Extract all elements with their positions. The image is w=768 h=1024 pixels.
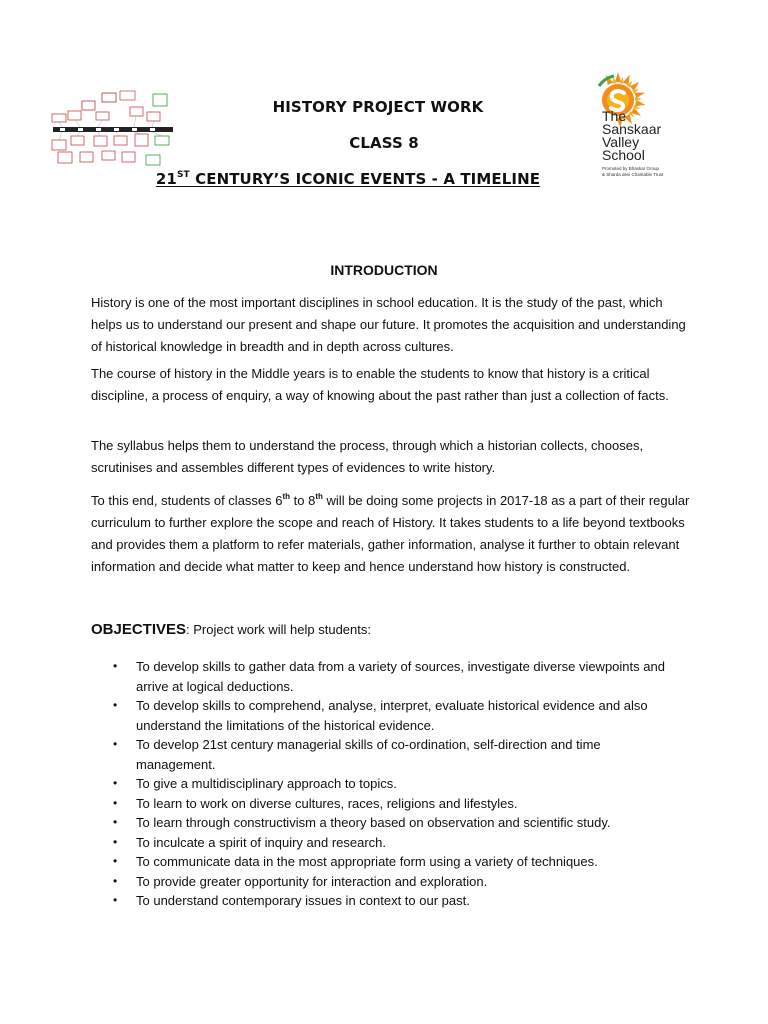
- document-title: HISTORY PROJECT WORK: [272, 98, 484, 116]
- list-item-text: To develop 21st century managerial skills of co-ordination, self-direction and time management.: [136, 737, 601, 772]
- list-item-text: To understand contemporary issues in context to our past.: [136, 893, 470, 908]
- bullet-icon: •: [113, 698, 118, 712]
- bullet-icon: •: [113, 834, 118, 849]
- list-item: [110, 891, 670, 911]
- bullet-icon: •: [113, 737, 118, 751]
- objectives-list: [110, 657, 670, 911]
- list-item-text: To learn through constructivism a theory based on observation and scientific study.: [136, 815, 611, 830]
- intro-paragraph-1: History is one of the most important disciplines in school education. It is the study of the past, which helps us to understand our present and shape our future. It promotes the acquisition and understanding of historical knowledge in breadth and in depth across cultures.: [91, 295, 686, 354]
- intro-paragraph-3: The syllabus helps them to understand the process, through which a historian collects, chooses, scrutinises and assembles different types of evidences to write history.: [91, 438, 644, 475]
- list-item-text: To inculcate a spirit of inquiry and research.: [136, 834, 387, 850]
- superscript: th: [315, 492, 323, 501]
- list-item: [110, 657, 670, 696]
- objectives-intro: : Project work will help students:: [186, 622, 371, 637]
- school-name-line: The: [602, 108, 627, 124]
- list-item-text: To develop skills to gather data from a variety of sources, investigate diverse viewpoints and arrive at logical deductions.: [136, 659, 665, 694]
- paragraph-text: will be doing some projects in 2017-18 as a part of their regular curriculum to further explore the scope and reach of History. It takes students to a life beyond textbooks and provides them a platform to refer materials, gather information, analyse it further to obtain relevant information and decide what matter to keep and hence understand how history is constructed.: [91, 493, 690, 574]
- list-item: [110, 735, 670, 774]
- school-name: [602, 110, 661, 162]
- objectives-label: OBJECTIVES: [91, 621, 187, 638]
- school-name-line: Valley: [602, 134, 640, 150]
- paragraph-text: To this end, students of classes 6: [91, 493, 283, 508]
- bullet-icon: •: [113, 854, 118, 868]
- school-promoter-text: [602, 166, 680, 177]
- superscript: th: [282, 492, 291, 501]
- subtitle-superscript: ST: [176, 170, 190, 180]
- paragraph-text: to 8: [290, 493, 316, 508]
- promoter-line: Promoted by Bhaskar Group: [602, 166, 660, 171]
- bullet-icon: •: [113, 776, 118, 790]
- school-name-line: Sanskaar: [602, 121, 662, 137]
- bullet-icon: •: [113, 795, 118, 810]
- subtitle-number: 21: [155, 170, 177, 188]
- intro-paragraph-4: [91, 486, 691, 578]
- list-item: [110, 696, 670, 735]
- list-item-text: To provide greater opportunity for interaction and exploration.: [136, 873, 488, 889]
- promoter-line: & Sharda devi Charitable Trust: [602, 171, 664, 177]
- bullet-icon: •: [113, 873, 118, 888]
- list-item: [110, 872, 670, 892]
- bullet-icon: •: [113, 659, 118, 673]
- list-item: [110, 852, 670, 872]
- school-name-line: School: [602, 147, 645, 163]
- objectives-heading: [91, 621, 371, 638]
- list-item: [110, 833, 670, 853]
- school-logo: [586, 70, 681, 185]
- list-item-text: To learn to work on diverse cultures, races, religions and lifestyles.: [136, 795, 518, 811]
- bullet-icon: •: [113, 893, 118, 907]
- bullet-icon: •: [113, 815, 118, 829]
- introduction-heading: INTRODUCTION: [330, 262, 438, 278]
- list-item: [110, 813, 670, 833]
- list-item-text: To give a multidisciplinary approach to topics.: [136, 776, 397, 791]
- list-item: [110, 794, 670, 814]
- subtitle-text: CENTURY’S ICONIC EVENTS - A TIMELINE: [189, 170, 541, 188]
- list-item: [110, 774, 670, 794]
- list-item-text: To communicate data in the most appropriate form using a variety of techniques.: [136, 854, 598, 869]
- list-item-text: To develop skills to comprehend, analyse, interpret, evaluate historical evidence and also understand the limitations of the historical evidence.: [136, 698, 648, 733]
- class-label: CLASS 8: [349, 134, 419, 152]
- intro-paragraph-2: The course of history in the Middle years is to enable the students to know that history is a critical discipline, a process of enquiry, a way of knowing about the past rather than just a collection of facts.: [91, 366, 669, 403]
